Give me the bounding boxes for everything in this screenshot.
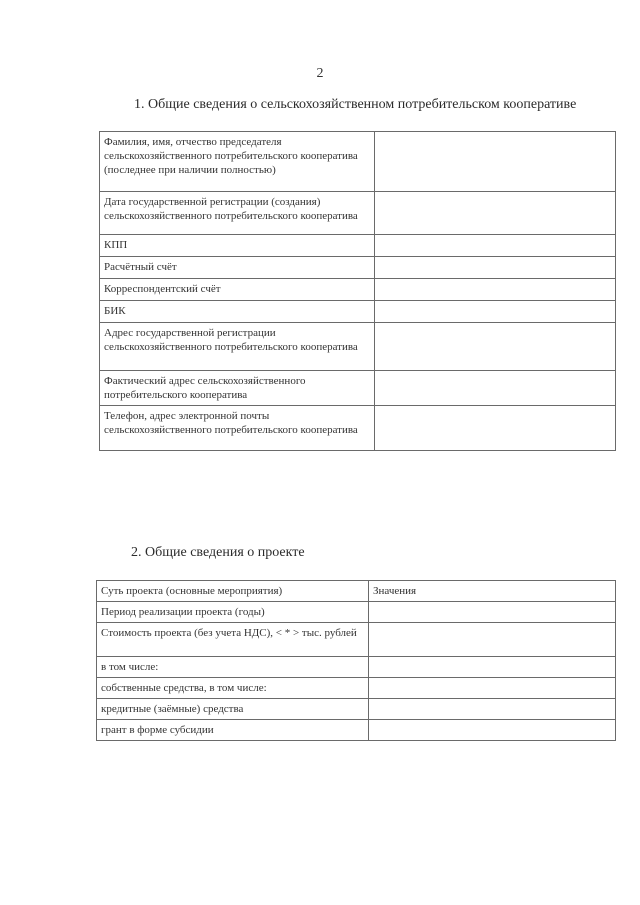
- value-cell[interactable]: [375, 371, 616, 406]
- table-row: [97, 678, 616, 699]
- project-info-table: [96, 580, 616, 741]
- cooperative-info-table: [99, 131, 616, 451]
- table-row: [100, 192, 616, 235]
- value-cell[interactable]: [369, 623, 616, 657]
- value-cell[interactable]: [369, 678, 616, 699]
- value-cell[interactable]: [375, 406, 616, 451]
- value-cell[interactable]: [375, 279, 616, 301]
- table-row: [100, 279, 616, 301]
- row-label: Дата государственной регистрации (создания) сельскохозяйственного потребительского кооператива: [100, 192, 375, 235]
- table-row: [100, 323, 616, 371]
- table-row: [100, 132, 616, 192]
- table-header-row: [97, 581, 616, 602]
- value-cell[interactable]: [375, 257, 616, 279]
- row-label: Корреспондентский счёт: [100, 279, 375, 301]
- page-number: 2: [316, 66, 324, 81]
- row-label: собственные средства, в том числе:: [97, 678, 369, 699]
- value-cell[interactable]: [369, 720, 616, 741]
- value-cell[interactable]: [369, 602, 616, 623]
- row-label: Телефон, адрес электронной почты сельскохозяйственного потребительского кооператива: [100, 406, 375, 451]
- column-header-values: Значения: [369, 581, 616, 602]
- section-2-title: 2. Общие сведения о проекте: [131, 545, 305, 560]
- table-row: [100, 301, 616, 323]
- table-row: [100, 406, 616, 451]
- row-label: БИК: [100, 301, 375, 323]
- table-row: [97, 699, 616, 720]
- row-label: в том числе:: [97, 657, 369, 678]
- row-label: КПП: [100, 235, 375, 257]
- row-label: Адрес государственной регистрации сельскохозяйственного потребительского кооператива: [100, 323, 375, 371]
- row-label: Стоимость проекта (без учета НДС), < * > тыс. рублей: [97, 623, 369, 657]
- value-cell[interactable]: [375, 192, 616, 235]
- value-cell[interactable]: [375, 301, 616, 323]
- row-label: Фамилия, имя, отчество председателя сельскохозяйственного потребительского кооператива (последнее при наличии полностью): [100, 132, 375, 192]
- section-1-title: 1. Общие сведения о сельскохозяйственном потребительском кооперативе: [134, 97, 577, 112]
- row-label: Расчётный счёт: [100, 257, 375, 279]
- value-cell[interactable]: [375, 235, 616, 257]
- table-row: [97, 623, 616, 657]
- value-cell[interactable]: [375, 132, 616, 192]
- row-label: Фактический адрес сельскохозяйственного потребительского кооператива: [100, 371, 375, 406]
- table-row: [97, 657, 616, 678]
- table-row: [97, 602, 616, 623]
- row-label: кредитные (заёмные) средства: [97, 699, 369, 720]
- value-cell[interactable]: [375, 323, 616, 371]
- table-row: [100, 371, 616, 406]
- table-row: [97, 720, 616, 741]
- table-row: [100, 235, 616, 257]
- value-cell[interactable]: [369, 657, 616, 678]
- row-label: Период реализации проекта (годы): [97, 602, 369, 623]
- table-row: [100, 257, 616, 279]
- value-cell[interactable]: [369, 699, 616, 720]
- column-header-essence: Суть проекта (основные мероприятия): [97, 581, 369, 602]
- row-label: грант в форме субсидии: [97, 720, 369, 741]
